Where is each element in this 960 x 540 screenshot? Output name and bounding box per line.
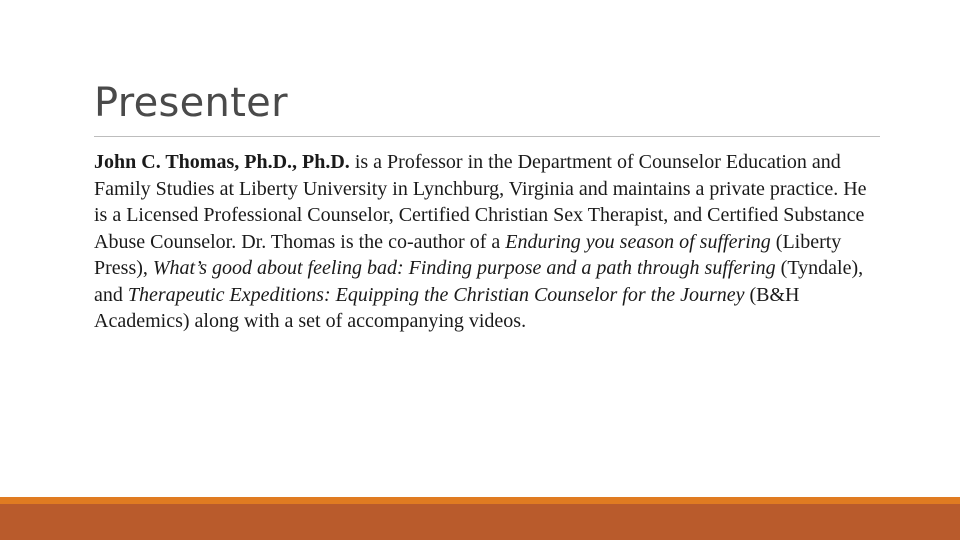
- title-divider: [94, 136, 880, 137]
- footer-accent-band: [0, 497, 960, 504]
- slide-title: Presenter: [94, 80, 288, 126]
- presenter-name: John C. Thomas, Ph.D., Ph.D.: [94, 151, 350, 173]
- bio-text-3: (Tyndale), and: [94, 257, 864, 306]
- book-title-2: What’s good about feeling bad: Finding purpose and a path through suffering: [152, 257, 776, 279]
- bio-text-1: is a Professor in the Department of Counselor Education and Family Studies at Liberty University in Lynchburg, Virginia and maintains a private practice. He is a Licensed Professional Counselor, Certified Christian Sex Therapist, and Certified Substance Abuse Counselor. Dr. Thomas is the co-author of a: [94, 151, 867, 253]
- bio-text-2: (Liberty Press),: [94, 230, 842, 279]
- bio-text-4: (B&H Academics) along with a set of accompanying videos.: [94, 283, 800, 332]
- footer-band: [0, 504, 960, 540]
- book-title-3: Therapeutic Expeditions: Equipping the Christian Counselor for the Journey: [127, 283, 745, 306]
- book-title-1: Enduring you season of suffering: [505, 230, 771, 253]
- presenter-bio: [94, 149, 884, 335]
